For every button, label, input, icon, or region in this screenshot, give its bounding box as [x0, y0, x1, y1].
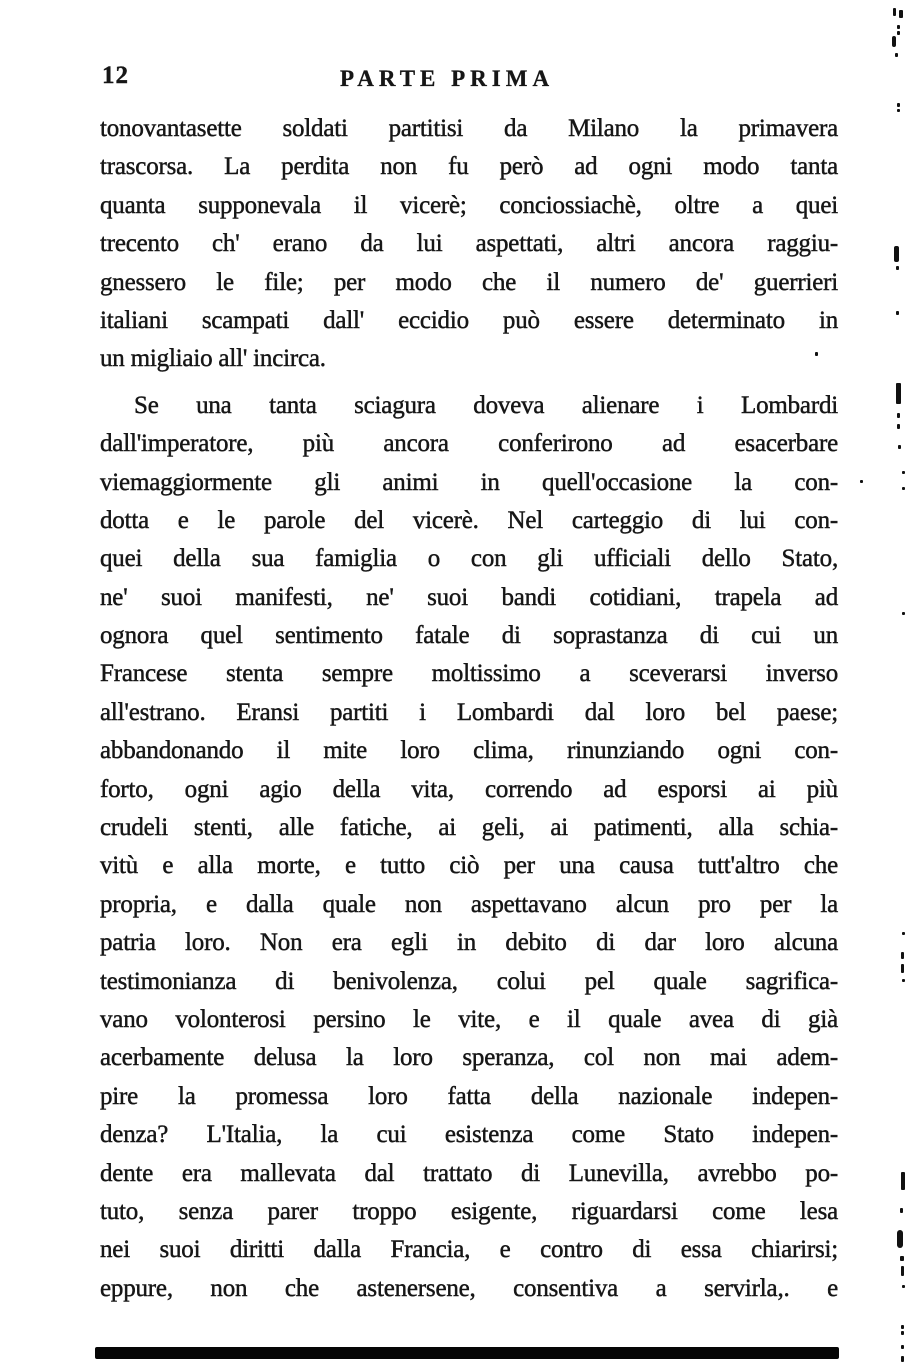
- ink-speck: [902, 612, 905, 615]
- ink-speck: [897, 424, 900, 429]
- paragraph: [100, 387, 838, 1308]
- paragraph: [100, 110, 838, 379]
- ink-speck: [897, 1230, 903, 1248]
- ink-speck: [897, 109, 900, 112]
- text-line: propria, e dalla quale non aspettavano alcun pro per la: [100, 890, 838, 918]
- text-line: all'estrano. Eransi partiti i Lombardi dal loro bel paese;: [100, 698, 838, 726]
- text-line: testimonianza di benivolenza, colui pel quale sagrifica-: [100, 967, 838, 995]
- page-body-text: [100, 110, 838, 1308]
- ink-speck: [901, 952, 904, 959]
- ink-speck: [815, 352, 818, 356]
- ink-speck: [902, 932, 905, 935]
- ink-speck: [900, 1208, 903, 1213]
- ink-speck: [897, 31, 900, 35]
- ink-speck: [898, 445, 901, 449]
- text-line: vano volonterosi persino le vite, e il quale avea di già: [100, 1005, 838, 1033]
- text-line: Francese stenta sempre moltissimo a sceverarsi inverso: [100, 660, 838, 688]
- text-line: trascorsa. La perdita non fu però ad ogni modo tanta: [100, 153, 838, 181]
- ink-speck: [901, 964, 904, 973]
- text-line: quei della sua famiglia o con gli ufficiali dello Stato,: [100, 545, 838, 573]
- ink-speck: [902, 487, 905, 490]
- text-line: tuto, senza parer troppo esigente, riguardarsi come lesa: [100, 1197, 838, 1225]
- text-line: gnessero le file; per modo che il numero de' guerrieri: [100, 268, 838, 296]
- text-line: un migliaio all' incirca.: [100, 345, 326, 373]
- ink-speck: [902, 1285, 905, 1288]
- text-line: trecento ch' erano da lui aspettati, altri ancora raggiu-: [100, 230, 838, 258]
- text-line: dotta e le parole del vicerè. Nel carteggio di lui con-: [100, 506, 838, 534]
- ink-speck: [860, 480, 863, 483]
- ink-speck: [897, 103, 900, 107]
- ink-speck: [892, 36, 896, 47]
- text-line: nei suoi diritti dalla Francia, e contro di essa chiarirsi;: [100, 1236, 838, 1264]
- ink-speck: [901, 1345, 904, 1349]
- text-line: pire la promessa loro fatta della nazionale indepen-: [100, 1082, 838, 1110]
- text-line: forto, ogni agio della vita, correndo ad esporsi ai più: [100, 775, 838, 803]
- text-line: abbandonando il mite loro clima, rinunziando ogni con-: [100, 737, 838, 765]
- ink-speck: [902, 471, 905, 474]
- ink-speck: [896, 383, 901, 404]
- ink-speck: [897, 413, 900, 418]
- text-line: acerbamente delusa la loro speranza, col non mai adem-: [100, 1044, 838, 1072]
- text-line: crudeli stenti, alle fatiche, ai geli, ai patimenti, alla schia-: [100, 814, 838, 842]
- page-number: 12: [102, 62, 129, 89]
- text-line: dall'imperatore, più ancora conferirono ad esacerbare: [100, 430, 838, 458]
- text-line: ognora quel sentimento fatale di soprastanza di cui un: [100, 622, 838, 650]
- text-line: Se una tanta sciagura doveva alienare i Lombardi: [134, 391, 838, 419]
- text-line: eppure, non che astenersene, consentiva a servirla,. e: [100, 1274, 838, 1302]
- ink-speck: [896, 311, 899, 315]
- text-line: ne' suoi manifesti, ne' suoi bandi cotidiani, trapela ad: [100, 583, 838, 611]
- text-line: tonovantasette soldati partitisi da Milano la primavera: [100, 115, 838, 142]
- text-line: dente era mallevata dal trattato di Lunevilla, avrebbo po-: [100, 1159, 838, 1187]
- text-line: denza? L'Italia, la cui esistenza come Stato indepen-: [100, 1121, 838, 1149]
- scan-edge-bar: [95, 1347, 839, 1359]
- ink-speck: [896, 266, 899, 270]
- ink-speck: [901, 1325, 904, 1329]
- ink-speck: [894, 246, 899, 262]
- text-line: patria loro. Non era egli in debito di dar loro alcuna: [100, 929, 838, 957]
- ink-speck: [895, 53, 898, 57]
- text-line: quanta supponevala il vicerè; conciossiachè, oltre a quei: [100, 191, 838, 219]
- ink-speck: [893, 8, 896, 16]
- ink-speck: [897, 25, 900, 29]
- text-line: vitù e alla morte, e tutto ciò per una causa tutt'altro che: [100, 852, 838, 880]
- text-line: italiani scampati dall' eccidio può essere determinato in: [100, 306, 838, 334]
- ink-speck: [901, 1172, 905, 1190]
- ink-speck: [901, 1356, 904, 1362]
- running-header: PARTE PRIMA: [339, 66, 555, 91]
- ink-speck: [900, 1256, 904, 1261]
- ink-speck: [901, 1266, 904, 1276]
- ink-speck: [899, 10, 903, 18]
- text-line: viemaggiormente gli animi in quell'occasione la con-: [100, 468, 838, 496]
- ink-speck: [902, 979, 905, 982]
- ink-speck: [901, 1331, 904, 1335]
